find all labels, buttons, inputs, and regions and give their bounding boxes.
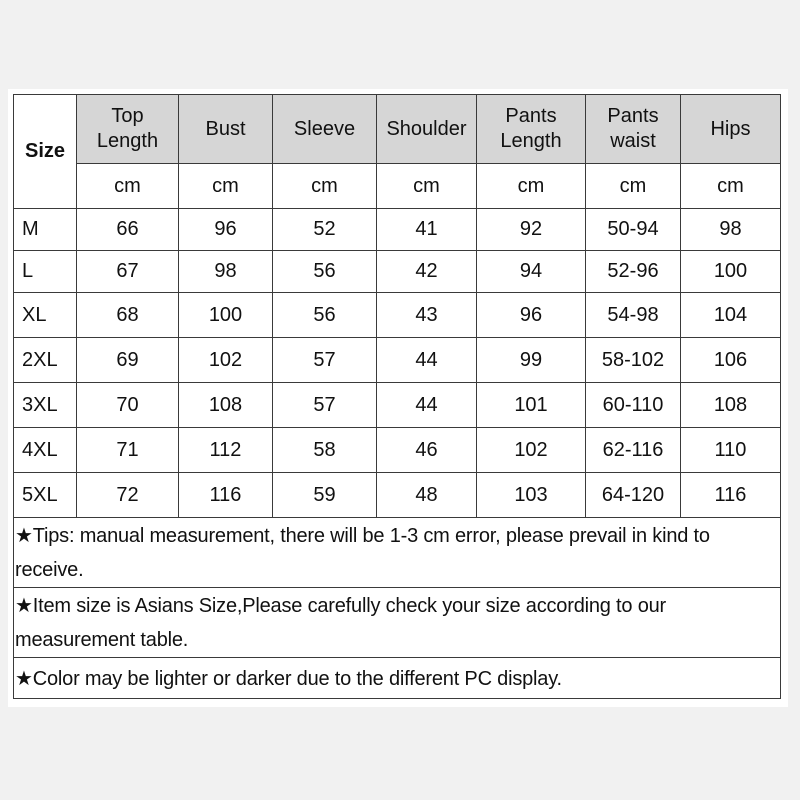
table-row	[14, 383, 781, 428]
size-chart-sheet	[8, 89, 788, 707]
measure-cell: 102	[179, 338, 273, 383]
star-icon: ★	[15, 665, 33, 690]
measure-cell: 57	[273, 338, 377, 383]
measure-cell: 44	[377, 338, 477, 383]
unit-cell: cm	[377, 164, 477, 209]
unit-cell: cm	[77, 164, 179, 209]
measure-cell: 59	[273, 473, 377, 518]
measure-cell: 100	[179, 293, 273, 338]
star-icon: ★	[15, 593, 33, 617]
note-tips	[14, 518, 781, 588]
measure-cell: 68	[77, 293, 179, 338]
measure-cell: 43	[377, 293, 477, 338]
measure-cell: 48	[377, 473, 477, 518]
size-header: Size	[14, 95, 77, 209]
col-header-shoulder: Shoulder	[377, 95, 477, 164]
measure-cell: 94	[477, 251, 586, 293]
col-header-pants-waist: Pants waist	[586, 95, 681, 164]
note-color-row	[14, 658, 781, 699]
measure-cell: 54-98	[586, 293, 681, 338]
measure-cell: 56	[273, 251, 377, 293]
measure-cell: 66	[77, 209, 179, 251]
size-cell: L	[14, 251, 77, 293]
size-cell: 4XL	[14, 428, 77, 473]
table-row	[14, 209, 781, 251]
size-cell: 5XL	[14, 473, 77, 518]
col-header-sleeve: Sleeve	[273, 95, 377, 164]
header-row	[14, 95, 781, 164]
unit-cell: cm	[179, 164, 273, 209]
size-cell: 2XL	[14, 338, 77, 383]
note-asian-size-text: Item size is Asians Size,Please carefully check your size according to our measurement table.	[15, 595, 667, 651]
measure-cell: 112	[179, 428, 273, 473]
measure-cell: 44	[377, 383, 477, 428]
measure-cell: 103	[477, 473, 586, 518]
table-row	[14, 473, 781, 518]
size-cell: 3XL	[14, 383, 77, 428]
note-color-text: Color may be lighter or darker due to the different PC display.	[32, 667, 562, 690]
measure-cell: 72	[77, 473, 179, 518]
measure-cell: 96	[179, 209, 273, 251]
col-header-pants-length: Pants Length	[477, 95, 586, 164]
measure-cell: 67	[77, 251, 179, 293]
size-chart-table	[13, 94, 781, 699]
measure-cell: 60-110	[586, 383, 681, 428]
measure-cell: 116	[179, 473, 273, 518]
measure-cell: 106	[681, 338, 781, 383]
measure-cell: 70	[77, 383, 179, 428]
measure-cell: 52-96	[586, 251, 681, 293]
data-rows	[14, 209, 781, 518]
table-row	[14, 428, 781, 473]
col-header-top-length: Top Length	[77, 95, 179, 164]
measure-cell: 104	[681, 293, 781, 338]
measure-cell: 98	[179, 251, 273, 293]
measure-cell: 100	[681, 251, 781, 293]
note-asian-size	[14, 588, 781, 658]
units-row	[14, 164, 781, 209]
measure-cell: 92	[477, 209, 586, 251]
size-cell: M	[14, 209, 77, 251]
note-color	[14, 658, 781, 699]
measure-cell: 57	[273, 383, 377, 428]
measure-cell: 96	[477, 293, 586, 338]
measure-cell: 62-116	[586, 428, 681, 473]
measure-cell: 41	[377, 209, 477, 251]
measure-cell: 101	[477, 383, 586, 428]
note-asian-size-row	[14, 588, 781, 658]
measure-cell: 42	[377, 251, 477, 293]
col-header-bust: Bust	[179, 95, 273, 164]
measure-cell: 46	[377, 428, 477, 473]
col-header-hips: Hips	[681, 95, 781, 164]
table-row	[14, 251, 781, 293]
unit-cell: cm	[681, 164, 781, 209]
unit-cell: cm	[477, 164, 586, 209]
image-frame	[0, 72, 800, 718]
measure-cell: 116	[681, 473, 781, 518]
measure-cell: 52	[273, 209, 377, 251]
measure-cell: 56	[273, 293, 377, 338]
unit-cell: cm	[273, 164, 377, 209]
size-cell: XL	[14, 293, 77, 338]
measure-cell: 58	[273, 428, 377, 473]
measure-cell: 99	[477, 338, 586, 383]
measure-cell: 108	[681, 383, 781, 428]
table-row	[14, 338, 781, 383]
table-row	[14, 293, 781, 338]
measure-cell: 108	[179, 383, 273, 428]
note-tips-text: Tips: manual measurement, there will be 1-3 cm error, please prevail in kind to receive.	[15, 525, 710, 581]
measure-cell: 58-102	[586, 338, 681, 383]
unit-cell: cm	[586, 164, 681, 209]
measure-cell: 98	[681, 209, 781, 251]
measure-cell: 71	[77, 428, 179, 473]
measure-cell: 50-94	[586, 209, 681, 251]
star-icon: ★	[15, 523, 33, 547]
measure-cell: 64-120	[586, 473, 681, 518]
measure-cell: 69	[77, 338, 179, 383]
note-tips-row	[14, 518, 781, 588]
measure-cell: 102	[477, 428, 586, 473]
measure-cell: 110	[681, 428, 781, 473]
